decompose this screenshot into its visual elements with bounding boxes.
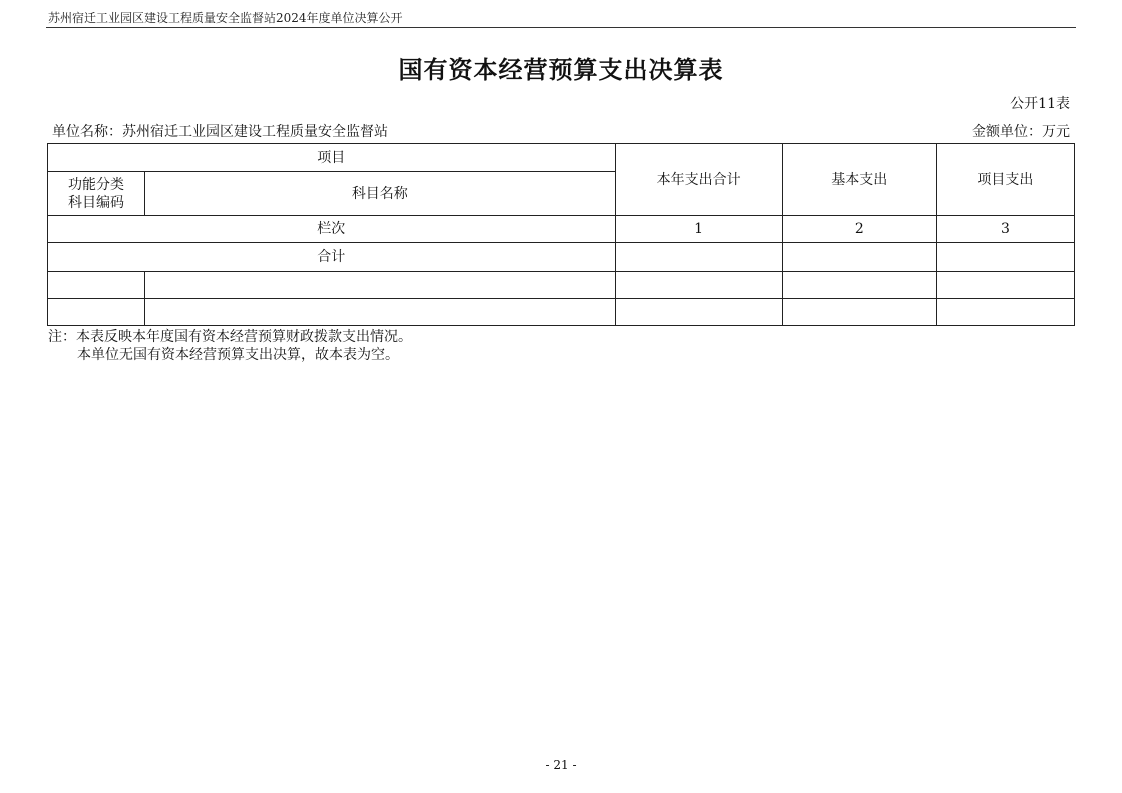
note-line-2: 本单位无国有资本经营预算支出决算，故本表为空。 <box>77 347 399 363</box>
table-cell <box>782 272 936 299</box>
index-row <box>48 216 1075 243</box>
header-total: 本年支出合计 <box>615 144 782 216</box>
total-row <box>48 243 1075 272</box>
table-row <box>48 299 1075 326</box>
table-cell <box>615 272 782 299</box>
table-cell <box>145 272 615 299</box>
header-basic: 基本支出 <box>782 144 936 216</box>
table-cell <box>936 272 1074 299</box>
page-number: - 21 - <box>545 758 577 772</box>
table-cell <box>782 299 936 326</box>
page-title: 国有资本经营预算支出决算表 <box>398 55 724 84</box>
index-3: 3 <box>936 216 1074 243</box>
header-subject: 科目名称 <box>145 172 615 216</box>
expenditure-table <box>47 143 1075 326</box>
header-rule <box>46 27 1076 28</box>
table-cell <box>48 272 145 299</box>
unit-name: 单位名称：苏州宿迁工业园区建设工程质量安全监督站 <box>52 124 388 140</box>
table-cell <box>145 299 615 326</box>
total-cell-2 <box>782 243 936 272</box>
index-1: 1 <box>615 216 782 243</box>
index-label: 栏次 <box>48 216 616 243</box>
table-cell <box>48 299 145 326</box>
total-cell-1 <box>615 243 782 272</box>
note-line-1: 注：本表反映本年度国有资本经营预算财政拨款支出情况。 <box>48 329 412 345</box>
money-unit: 金额单位：万元 <box>972 124 1070 140</box>
notes <box>48 328 412 364</box>
header-code-line1: 功能分类 <box>68 176 125 193</box>
total-cell-3 <box>936 243 1074 272</box>
table-number: 公开11表 <box>1010 96 1070 112</box>
table-cell <box>936 299 1074 326</box>
header-item: 项目支出 <box>936 144 1074 216</box>
table-header-row <box>48 144 1075 172</box>
header-code-line2: 科目编码 <box>68 194 125 211</box>
table-cell <box>615 299 782 326</box>
index-2: 2 <box>782 216 936 243</box>
total-label: 合计 <box>48 243 616 272</box>
table-row <box>48 272 1075 299</box>
header-project: 项目 <box>48 144 616 172</box>
header-code <box>48 172 145 216</box>
running-header: 苏州宿迁工业园区建设工程质量安全监督站2024年度单位决算公开 <box>48 11 403 25</box>
